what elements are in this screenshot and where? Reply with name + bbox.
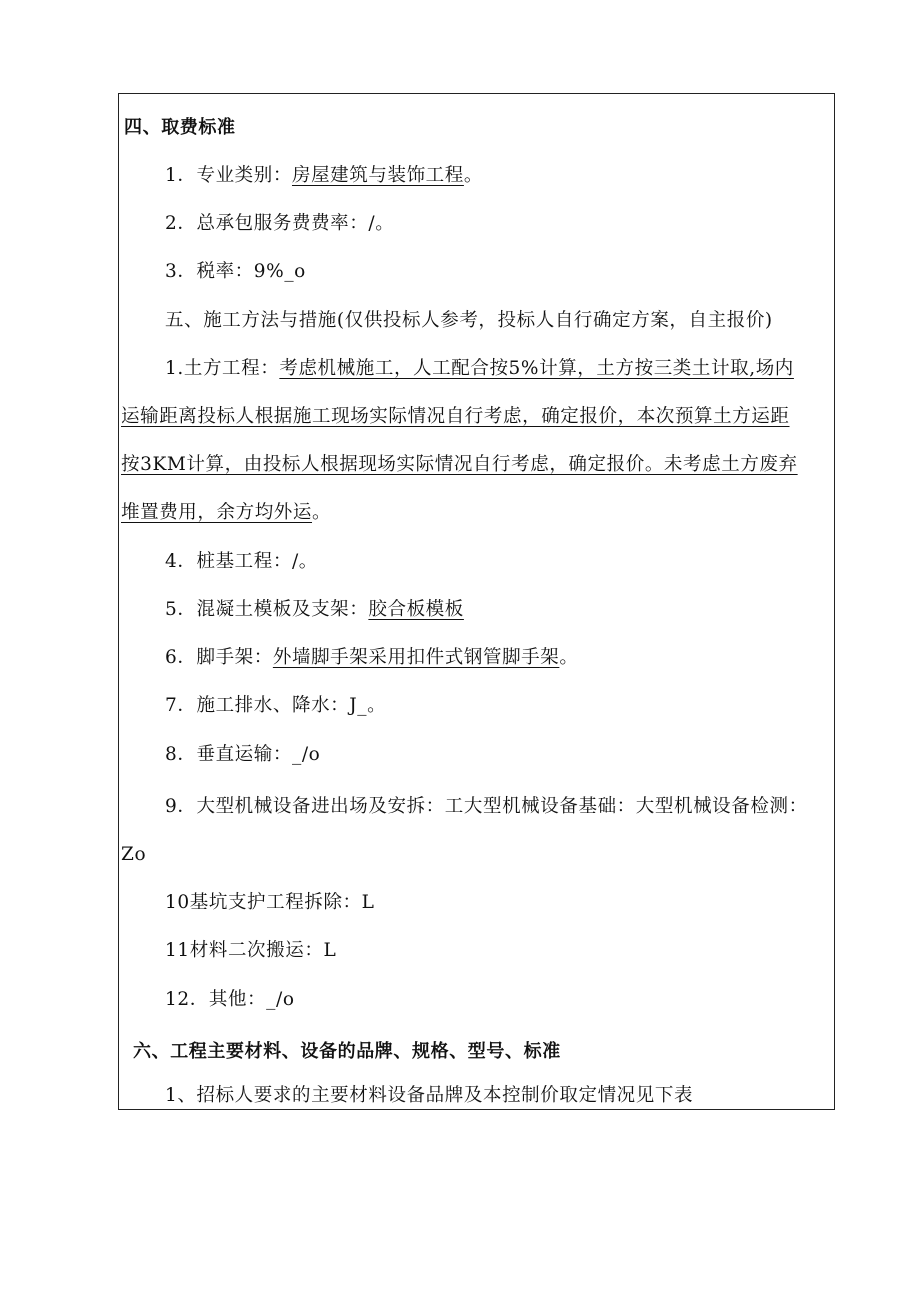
method-item-11: 11材料二次搬运：L	[165, 940, 337, 961]
fee-item-1-suffix: 。	[463, 165, 483, 186]
method-item-9-line-1: 9．大型机械设备进出场及安拆：工大型机械设备基础：大型机械设备检测：	[165, 796, 808, 817]
method-item-6-suffix: 。	[559, 647, 579, 668]
method-item-12: 12．其他：_/o	[165, 989, 295, 1010]
method-item-9-line-2: Zo	[121, 844, 147, 865]
method-item-6	[165, 646, 579, 670]
fee-item-1-label: 1．专业类别：	[165, 165, 292, 186]
method-item-5	[165, 598, 464, 622]
fee-item-1-value: 房屋建筑与装饰工程	[291, 165, 464, 186]
method-item-8: 8．垂直运输：_/o	[165, 744, 321, 765]
method-item-1-text-4: 堆置费用，余方均外运	[121, 502, 313, 523]
method-item-5-value: 胶合板模板	[368, 599, 464, 620]
method-item-4: 4．桩基工程：/。	[165, 551, 318, 572]
method-item-1-line-2: 运输距离投标人根据施工现场实际情况自行考虑，确定报价，本次预算土方运距	[121, 406, 790, 427]
method-item-5-label: 5．混凝土模板及支架：	[165, 599, 369, 620]
method-item-6-value: 外墙脚手架采用扣件式钢管脚手架	[272, 647, 560, 668]
method-item-6-label: 6．脚手架：	[165, 647, 273, 668]
fee-item-1	[165, 164, 483, 188]
method-item-1-text-1: 考虑机械施工，人工配合按5%计算，土方按三类土计取,场内	[279, 358, 794, 379]
section-5-title: 五、施工方法与措施(仅供投标人参考，投标人自行确定方案，自主报价)	[165, 310, 773, 331]
fee-item-3: 3．税率：9%_o	[165, 261, 306, 282]
method-item-1-end: 。	[312, 502, 332, 523]
brand-item-1: 1、招标人要求的主要材料设备品牌及本控制价取定情况见下表	[165, 1085, 694, 1106]
section-6-title: 六、工程主要材料、设备的品牌、规格、型号、标准	[133, 1041, 561, 1062]
method-item-7: 7．施工排水、降水：J_。	[165, 695, 387, 716]
method-item-1-line-3: 按3KM计算，由投标人根据现场实际情况自行考虑，确定报价。未考虑土方废弃	[121, 454, 798, 475]
method-item-1-line-1	[165, 357, 794, 381]
method-item-1-line-4	[121, 501, 331, 525]
section-4-title: 四、取费标准	[124, 117, 236, 138]
method-item-1-label: 1.土方工程：	[165, 358, 280, 379]
fee-item-2: 2．总承包服务费费率：/。	[165, 213, 395, 234]
method-item-10: 10基坑支护工程拆除：L	[165, 892, 375, 913]
